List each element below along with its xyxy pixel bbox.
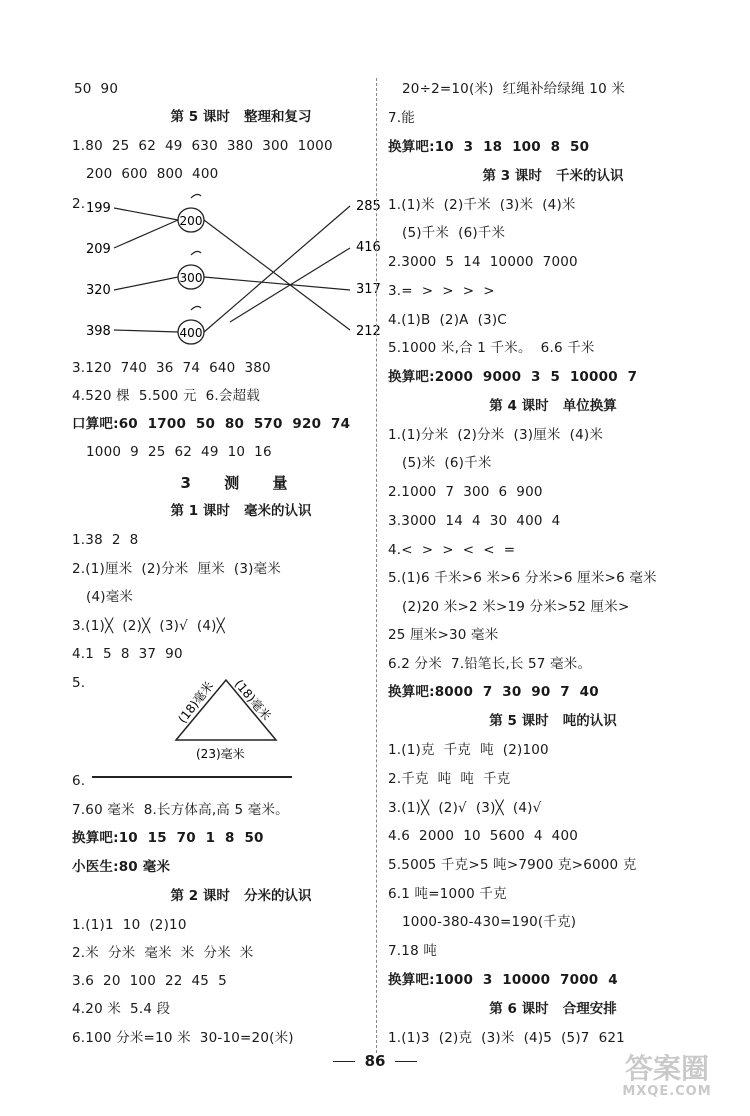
answer-line: 2.(1)厘米 (2)分米 厘米 (3)毫米 [72,561,281,577]
answer-line: 3.6 20 100 22 45 5 [72,973,227,989]
answer-line: 5.(1)6 千米>6 米>6 分米>6 厘米>6 毫米 [388,570,657,586]
triangle-right-label: (18)毫米 [231,676,274,724]
answer-line: 7.18 吨 [388,943,438,959]
dash-decoration [333,1061,355,1062]
answer-line: 4.< > > < < = [388,542,516,558]
answer-line: 1000 9 25 62 49 10 16 [86,444,272,460]
top-line: 50 90 [74,81,119,97]
answer-line: 4.520 棵 5.500 元 6.会超载 [72,388,261,404]
pear-icon [178,306,204,344]
column-divider [376,78,377,1053]
answer-line: 1000-380-430=190(千克) [402,914,577,930]
pear-value: 400 [179,326,203,340]
answer-line: 1.(1)分米 (2)分米 (3)厘米 (4)米 [388,427,604,443]
lesson4-heading: 第 4 课时 单位换算 [489,398,617,414]
question-label: 5. [72,675,86,691]
right-number: 212 [356,324,381,339]
answer-line: 5.5005 千克>5 吨>7900 克>6000 克 [388,857,637,873]
answer-line: 7.能 [388,110,415,126]
answer-line: 6.1 吨=1000 千克 [388,886,507,902]
watermark-main: 答案圈 [624,1052,709,1085]
answer-line: 1.(1)3 (2)克 (3)米 (4)5 (5)7 621 [388,1030,625,1046]
page-number-text: 86 [364,1052,386,1070]
lesson2-heading: 第 2 课时 分米的认识 [170,888,312,904]
answer-line: 4.20 米 5.4 段 [72,1001,171,1017]
xiaoyisheng-line: 小医生:80 毫米 [72,859,171,875]
answer-line: 1.(1)1 10 (2)10 [72,917,187,933]
left-number: 209 [86,242,111,257]
answer-line: (5)米 (6)千米 [402,455,492,471]
pear-icon [178,194,204,232]
answer-line: 3.(1)╳ (2)√ (3)╳ (4)√ [388,800,542,816]
pear-value: 300 [179,271,203,285]
question-label: 2. [72,196,86,212]
answer-line: 3.3000 14 4 30 400 4 [388,513,561,529]
answer-line: 6.100 分米=10 米 30-10=20(米) [72,1030,294,1046]
chapter-title: 3 测 量 [180,474,302,492]
answer-line: 6.2 分米 7.铅笔长,长 57 毫米。 [388,656,592,672]
huansuan-line: 换算吧:2000 9000 3 5 10000 7 [388,369,638,385]
answer-line: 2.千克 吨 吨 千克 [388,771,511,787]
left-number: 320 [86,283,111,298]
answer-line: 4.1 5 8 37 90 [72,646,183,662]
kousuan-line: 口算吧:60 1700 50 80 570 920 74 [72,416,351,432]
triangle-left-label: (18)毫米 [175,678,217,726]
watermark [592,1054,742,1110]
answer-line: 4.6 2000 10 5600 4 400 [388,828,579,844]
answer-line: 4.(1)B (2)A (3)C [388,312,507,328]
answer-line: 3.(1)╳ (2)╳ (3)√ (4)╳ [72,618,225,634]
drawn-line-segment [92,776,292,778]
left-number: 199 [86,201,111,216]
answer-line: 1.38 2 8 [72,532,139,548]
huansuan-line: 换算吧:10 15 70 1 8 50 [72,830,264,846]
pear-value: 200 [179,214,203,228]
answer-line: 2.米 分米 毫米 米 分米 米 [72,945,254,961]
answer-line: 1.80 25 62 49 630 380 300 1000 [72,138,333,154]
answer-line: 2.3000 5 14 10000 7000 [388,254,578,270]
answer-line: 1.(1)米 (2)千米 (3)米 (4)米 [388,197,576,213]
answer-line: 1.(1)克 千克 吨 (2)100 [388,742,549,758]
right-number: 317 [356,282,381,297]
triangle-bottom-label: (23)毫米 [196,747,245,761]
matching-lines [114,206,350,332]
dash-decoration [395,1061,417,1062]
answer-line: 3.= > > > > [388,283,495,299]
answer-line: 3.120 740 36 74 640 380 [72,360,271,376]
answer-line: 25 厘米>30 毫米 [388,627,499,643]
answer-line: 7.60 毫米 8.长方体高,高 5 毫米。 [72,802,289,818]
pear-icon [178,251,204,289]
right-number: 285 [356,199,381,214]
huansuan-line: 换算吧:1000 3 10000 7000 4 [388,972,618,988]
answer-line: 200 600 800 400 [86,166,219,182]
answer-line: (5)千米 (6)千米 [402,225,506,241]
lesson5-ton-heading: 第 5 课时 吨的认识 [489,713,617,729]
lesson5-review-heading: 第 5 课时 整理和复习 [170,109,312,125]
answer-line: 2.1000 7 300 6 900 [388,484,543,500]
right-number: 416 [356,240,381,255]
huansuan-line: 换算吧:10 3 18 100 8 50 [388,139,590,155]
answer-line: (2)20 米>2 米>19 分米>52 厘米> [402,599,630,615]
question-label: 6. [72,773,86,789]
huansuan-line: 换算吧:8000 7 30 90 7 40 [388,684,599,700]
lesson3-heading: 第 3 课时 千米的认识 [482,168,624,184]
answer-line: 5.1000 米,合 1 千米。 6.6 千米 [388,340,595,356]
answer-line: (4)毫米 [86,589,134,605]
lesson1-heading: 第 1 课时 毫米的认识 [170,503,312,519]
left-number: 398 [86,324,111,339]
lesson6-heading: 第 6 课时 合理安排 [489,1001,617,1017]
answer-line: 20÷2=10(米) 红绳补给绿绳 10 米 [402,81,626,97]
triangle-diagram [156,670,356,765]
watermark-sub: MXQE.COM [622,1084,712,1099]
matching-diagram [72,190,382,350]
